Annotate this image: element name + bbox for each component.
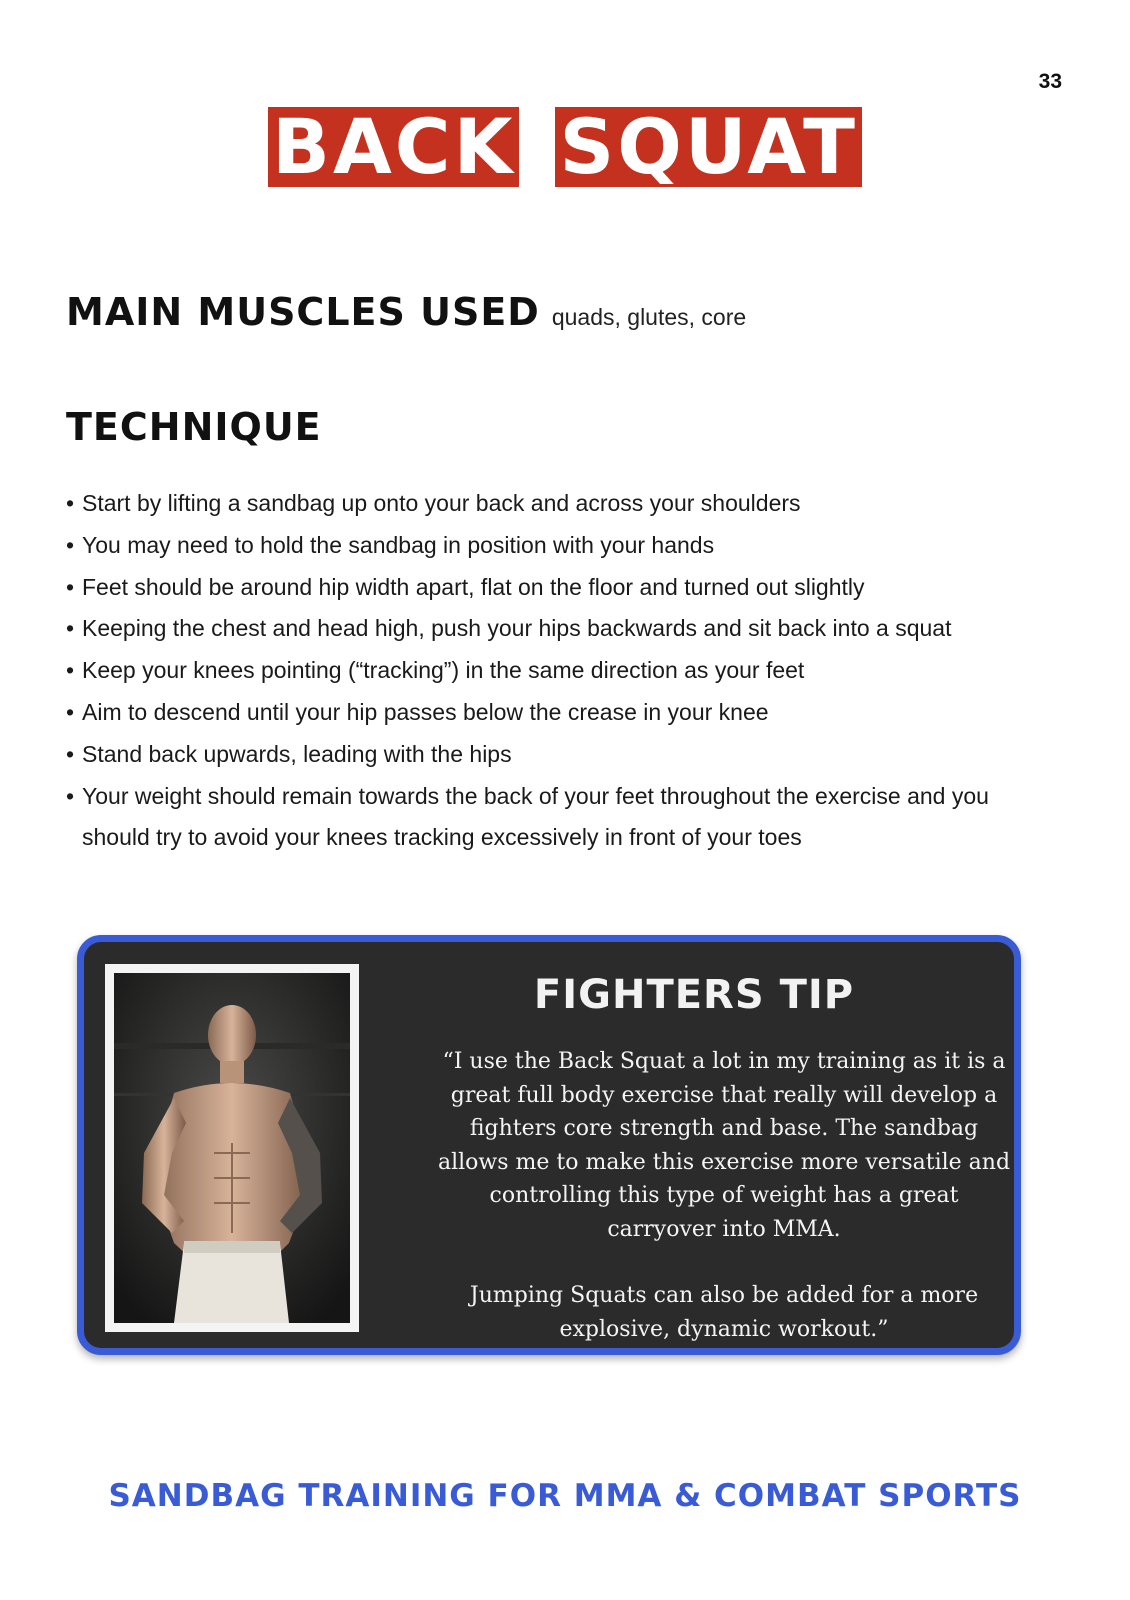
fighter-photo <box>114 973 350 1323</box>
footer-title: SANDBAG TRAINING FOR MMA & COMBAT SPORTS <box>108 1478 1022 1514</box>
fighter-photo-frame <box>105 964 359 1332</box>
bullet-icon: • <box>66 573 75 600</box>
technique-item-text: Keep your knees pointing (“tracking”) in the same direction as your feet <box>82 657 805 684</box>
technique-item <box>66 525 1046 567</box>
title-word-squat: SQUAT <box>555 107 861 187</box>
technique-heading: TECHNIQUE <box>66 405 322 449</box>
quote-paragraph: Jumping Squats can also be added for a more explosive, dynamic workout.” <box>469 1283 979 1342</box>
fighters-tip-box <box>77 935 1021 1355</box>
page-title <box>0 102 1130 191</box>
technique-item <box>66 608 1046 650</box>
bullet-icon: • <box>66 740 75 767</box>
main-muscles-heading: MAIN MUSCLES USED <box>66 290 540 334</box>
bullet-icon: • <box>66 657 75 684</box>
bullet-icon: • <box>66 698 75 725</box>
page-number: 33 <box>1038 70 1062 93</box>
quote-paragraph: “I use the Back Squat a lot in my training as it is a great full body exercise that really will develop a fighters core strength and base. The sandbag allows me to make this exercise more versatile and controlling this type of weight has a great carryover into MMA. <box>437 1049 1011 1242</box>
bullet-icon: • <box>66 782 75 809</box>
technique-item-text: Keeping the chest and head high, push your hips backwards and sit back into a squat <box>82 615 952 642</box>
title-word-back: BACK <box>268 107 519 187</box>
technique-item-text: Stand back upwards, leading with the hips <box>82 740 512 767</box>
bullet-icon: • <box>66 531 75 558</box>
technique-item-text: Aim to descend until your hip passes below the crease in your knee <box>82 698 769 725</box>
technique-list <box>66 483 1046 859</box>
main-muscles-value: quads, glutes, core <box>551 304 747 330</box>
fighters-tip-quote <box>434 1045 1014 1346</box>
bullet-icon: • <box>66 490 75 516</box>
technique-item <box>66 692 1046 734</box>
technique-item-text: Your weight should remain towards the back of your feet throughout the exercise and you should try to avoid your knees tracking excessively in front of your toes <box>82 782 989 851</box>
technique-item <box>66 776 1046 860</box>
technique-item <box>66 567 1046 609</box>
main-muscles-section <box>66 290 746 334</box>
technique-item-text: Start by lifting a sandbag up onto your back and across your shoulders <box>82 490 801 516</box>
technique-item-text: Feet should be around hip width apart, flat on the floor and turned out slightly <box>82 573 865 600</box>
technique-item <box>66 650 1046 692</box>
technique-item <box>66 483 1046 525</box>
technique-item-text: You may need to hold the sandbag in position with your hands <box>82 531 715 558</box>
fighters-tip-heading: FIGHTERS TIP <box>533 972 855 1018</box>
bullet-icon: • <box>66 615 75 642</box>
technique-item <box>66 734 1046 776</box>
